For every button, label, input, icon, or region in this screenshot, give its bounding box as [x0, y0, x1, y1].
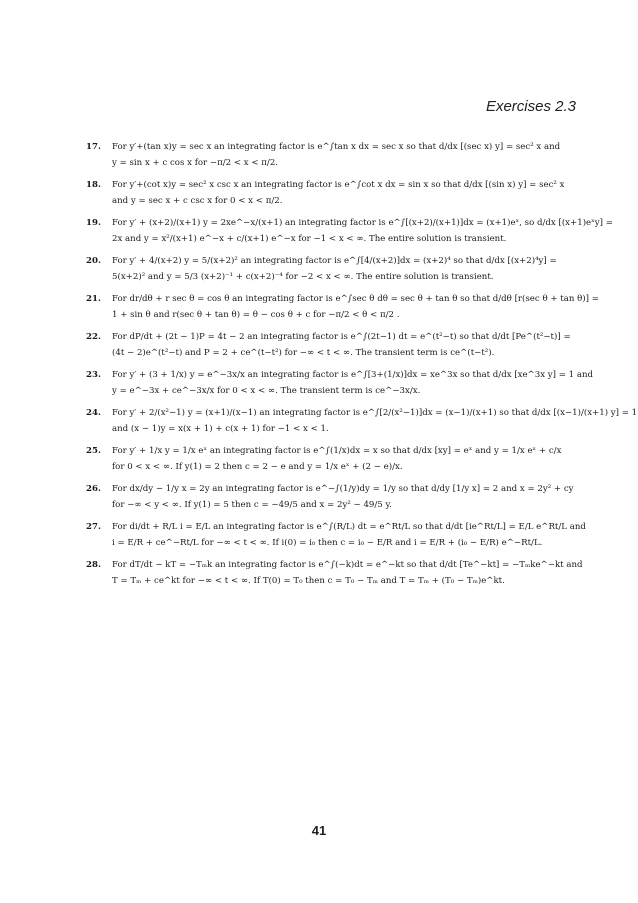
exercise-item: [86, 254, 564, 285]
solution-line: For y′ + 4/(x+2) y = 5/(x+2)² an integrating factor is e^∫[4/(x+2)]dx = (x+2)⁴ so that d/dx [(x+2)⁴y] =: [112, 256, 557, 266]
solution-line: i = E/R + ce^−Rt/L for −∞ < t < ∞. If i(0) = i₀ then c = i₀ − E/R and i = E/R + (i₀ − E/R) e^−Rt/L.: [112, 537, 543, 548]
exercise-number: 22.: [86, 332, 101, 342]
exercise-item: [86, 482, 574, 513]
solution-line: y = sin x + c cos x for −π/2 < x < π/2.: [112, 157, 279, 168]
exercise-item: [86, 216, 613, 247]
exercise-item: [86, 178, 564, 209]
exercise-item: [86, 520, 586, 551]
solution-line: for 0 < x < ∞. If y(1) = 2 then c = 2 − e and y = 1/x eˣ + (2 − e)/x.: [112, 461, 403, 472]
exercise-number: 24.: [86, 408, 101, 418]
exercise-number: 25.: [86, 446, 101, 456]
solution-line: 1 + sin θ and r(sec θ + tan θ) = θ − cos θ + c for −π/2 < θ < π/2 .: [112, 309, 400, 320]
exercise-number: 28.: [86, 560, 101, 570]
solution-line: For y′ + (x+2)/(x+1) y = 2xe^−x/(x+1) an integrating factor is e^∫[(x+2)/(x+1)]dx = (x+1)eˣ, so d/dx [(x+1)eˣy] =: [112, 218, 613, 228]
solution-line: For dT/dt − kT = −Tₘk an integrating factor is e^∫(−k)dt = e^−kt so that d/dt [Te^−kt] = −Tₘke^−kt and: [112, 560, 583, 570]
exercise-solution: [112, 254, 564, 285]
solution-line: For dr/dθ + r sec θ = cos θ an integrating factor is e^∫sec θ dθ = sec θ + tan θ so that d/dθ [r(sec θ + tan θ)] =: [112, 294, 599, 304]
solution-line: 2x and y = x²/(x+1) e^−x + c/(x+1) e^−x for −1 < x < ∞. The entire solution is transient.: [112, 233, 507, 244]
solution-line: T = Tₘ + ce^kt for −∞ < t < ∞. If T(0) = T₀ then c = T₀ − Tₘ and T = Tₘ + (T₀ − Tₘ)e^kt.: [112, 575, 505, 586]
exercise-item: [86, 444, 564, 475]
exercise-item: [86, 292, 599, 323]
solution-line: For y′ + (3 + 1/x) y = e^−3x/x an integrating factor is e^∫[3+(1/x)]dx = xe^3x so that d/dx [xe^3x y] = 1 and: [112, 370, 594, 380]
solution-line: For di/dt + R/L i = E/L an integrating factor is e^∫(R/L) dt = e^Rt/L so that d/dt [ie^Rt/L] = E/L e^Rt/L and: [112, 522, 586, 532]
exercise-solution: [112, 330, 571, 361]
exercise-solution: [112, 520, 586, 551]
solution-line: For y′ + 2/(x²−1) y = (x+1)/(x−1) an integrating factor is e^∫[2/(x²−1)]dx = (x−1)/(x+1) so that d/dx [(x−1)/(x+1) y] = 1: [112, 408, 638, 418]
exercise-number: 18.: [86, 180, 101, 190]
exercise-solution: [112, 406, 637, 437]
exercise-list: [86, 140, 638, 596]
exercise-item: [86, 330, 571, 361]
solution-line: and (x − 1)y = x(x + 1) + c(x + 1) for −1 < x < 1.: [112, 423, 329, 434]
exercise-solution: [112, 444, 564, 475]
exercise-solution: [112, 482, 574, 513]
exercise-item: [86, 558, 583, 589]
exercise-solution: [112, 216, 613, 247]
exercise-number: 26.: [86, 484, 101, 494]
solution-line: For y′+(cot x)y = sec² x csc x an integrating factor is e^∫cot x dx = sin x so that d/dx [(sin x) y] = sec² x: [112, 180, 565, 190]
solution-line: For dx/dy − 1/y x = 2y an integrating factor is e^−∫(1/y)dy = 1/y so that d/dy [1/y x] = 2 and x = 2y² + cy: [112, 484, 574, 494]
exercise-number: 20.: [86, 256, 101, 266]
exercise-item: [86, 368, 594, 399]
exercise-number: 27.: [86, 522, 101, 532]
exercise-number: 19.: [86, 218, 101, 228]
exercise-number: 23.: [86, 370, 101, 380]
solution-line: 5(x+2)² and y = 5/3 (x+2)⁻¹ + c(x+2)⁻⁴ for −2 < x < ∞. The entire solution is transient.: [112, 271, 494, 282]
solution-line: (4t − 2)e^(t²−t) and P = 2 + ce^(t−t²) for −∞ < t < ∞. The transient term is ce^(t−t²).: [112, 347, 495, 358]
solution-line: For y′ + 1/x y = 1/x eˣ an integrating factor is e^∫(1/x)dx = x so that d/dx [xy] = eˣ and y = 1/x eˣ + c/x: [112, 446, 562, 456]
exercise-solution: [112, 368, 593, 399]
page-number: 41: [311, 823, 327, 838]
exercise-solution: [112, 558, 583, 589]
exercise-number: 17.: [86, 142, 101, 152]
exercise-item: [86, 406, 638, 437]
solution-line: For dP/dt + (2t − 1)P = 4t − 2 an integrating factor is e^∫(2t−1) dt = e^(t²−t) so that d/dt [Pe^(t²−t)] =: [112, 332, 571, 342]
exercise-solution: [112, 178, 564, 209]
exercise-item: [86, 140, 564, 171]
exercise-solution: [112, 140, 564, 171]
solution-line: For y′+(tan x)y = sec x an integrating factor is e^∫tan x dx = sec x so that d/dx [(sec x) y] = sec² x and: [112, 142, 561, 152]
solution-line: y = e^−3x + ce^−3x/x for 0 < x < ∞. The transient term is ce^−3x/x.: [112, 385, 421, 396]
exercise-solution: [112, 292, 599, 323]
solution-line: and y = sec x + c csc x for 0 < x < π/2.: [112, 195, 283, 206]
section-header: Exercises 2.3: [485, 98, 576, 115]
exercise-number: 21.: [86, 294, 101, 304]
solution-line: for −∞ < y < ∞. If y(1) = 5 then c = −49/5 and x = 2y² − 49/5 y.: [112, 499, 392, 510]
